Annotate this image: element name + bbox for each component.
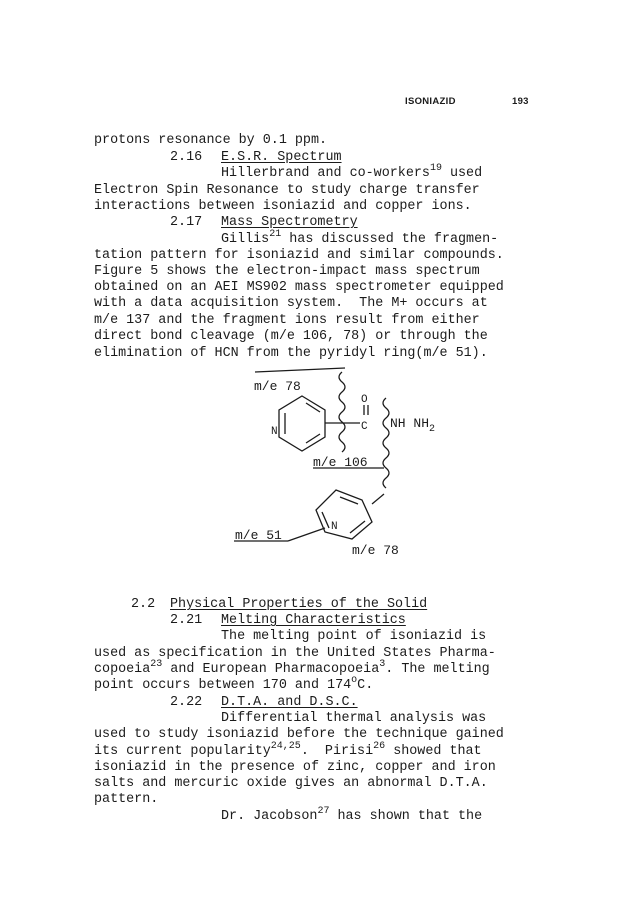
text-line: used as specification in the United States Pharma- (94, 646, 496, 661)
label-me78-top: m/e 78 (254, 379, 301, 394)
text-line: The melting point of isoniazid is (221, 629, 487, 644)
text-line: pattern. (94, 792, 159, 807)
section-number-melting: 2.21 (170, 613, 203, 628)
text-run: has shown that the (329, 809, 483, 824)
text-line: elimination of HCN from the pyridyl ring(m/e 51). (94, 346, 488, 361)
label-me78-bottom: m/e 78 (352, 543, 399, 558)
reference-marker: 21 (269, 229, 282, 240)
text-run: Dr. Jacobson (221, 809, 318, 824)
text-run: used (441, 166, 483, 181)
carbonyl-carbon: C (361, 421, 368, 433)
hydrazide-subscript: 2 (429, 424, 436, 435)
label-me51: m/e 51 (235, 528, 282, 543)
running-title: ISONIAZID (405, 96, 456, 107)
text-line-with-refs (94, 659, 490, 678)
text-line: with a data acquisition system. The M+ occurs at (94, 296, 488, 311)
text-line: isoniazid in the presence of zinc, copper and iron (94, 760, 496, 775)
text-run: and European Pharmacopoeia (162, 662, 380, 677)
text-line-with-ref (221, 806, 483, 825)
text-run: . The melting (385, 662, 490, 677)
text-line: direct bond cleavage (m/e 106, 78) or through the (94, 329, 488, 344)
text-run: C. (357, 678, 374, 693)
page-number: 193 (512, 96, 529, 107)
reference-marker: 19 (429, 163, 442, 174)
text-run: showed that (385, 744, 482, 759)
text-run: point occurs between 170 and 174 (94, 678, 352, 693)
text-run: its current popularity (94, 744, 271, 759)
section-title-ms: Mass Spectrometry (221, 215, 358, 230)
text-run: Gillis (221, 232, 270, 247)
section-number-solid: 2.2 (131, 597, 156, 612)
section-number-dta: 2.22 (170, 695, 203, 710)
text-line: Differential thermal analysis was (221, 711, 487, 726)
text-run: has discussed the fragmen- (281, 232, 499, 247)
label-me106: m/e 106 (313, 455, 368, 470)
ring2-nitrogen: N (331, 521, 338, 533)
section-title-solid: Physical Properties of the Solid (170, 597, 428, 612)
reference-marker: 23 (150, 659, 163, 670)
text-line: Electron Spin Resonance to study charge transfer (94, 183, 480, 198)
ring-nitrogen: N (271, 426, 278, 438)
text-line: interactions between isoniazid and copper ions. (94, 199, 472, 214)
section-title-dta: D.T.A. and D.S.C. (221, 695, 358, 710)
text-run: copoeia (94, 662, 151, 677)
section-title-melting: Melting Characteristics (221, 613, 406, 628)
section-title-esr: E.S.R. Spectrum (221, 150, 342, 165)
hydrazide-text: NH NH (390, 416, 430, 431)
degree-marker: o (351, 675, 358, 686)
text-line: m/e 137 and the fragment ions result from either (94, 313, 480, 328)
text-line: used to study isoniazid before the technique gained (94, 727, 504, 742)
reference-marker: 3 (379, 659, 386, 670)
text-line: salts and mercuric oxide gives an abnormal D.T.A. (94, 776, 488, 791)
carbonyl-oxygen: O (361, 394, 368, 406)
hydrazide-group (390, 416, 435, 435)
reference-marker: 26 (373, 741, 386, 752)
section-number-esr: 2.16 (170, 150, 203, 165)
text-line-with-refs (94, 741, 482, 760)
text-line-with-degree (94, 675, 374, 694)
reference-marker: 27 (317, 806, 330, 817)
text-line: Figure 5 shows the electron-impact mass spectrum (94, 264, 480, 279)
text-run: . Pirisi (300, 744, 374, 759)
text-line: tation pattern for isoniazid and similar compounds. (94, 248, 504, 263)
text-line: obtained on an AEI MS902 mass spectrometer equipped (94, 280, 504, 295)
section-number-ms: 2.17 (170, 215, 203, 230)
reference-marker: 24,25 (270, 741, 301, 752)
text-run: Hillerbrand and co-workers (221, 166, 430, 181)
text-line: protons resonance by 0.1 ppm. (94, 133, 328, 148)
